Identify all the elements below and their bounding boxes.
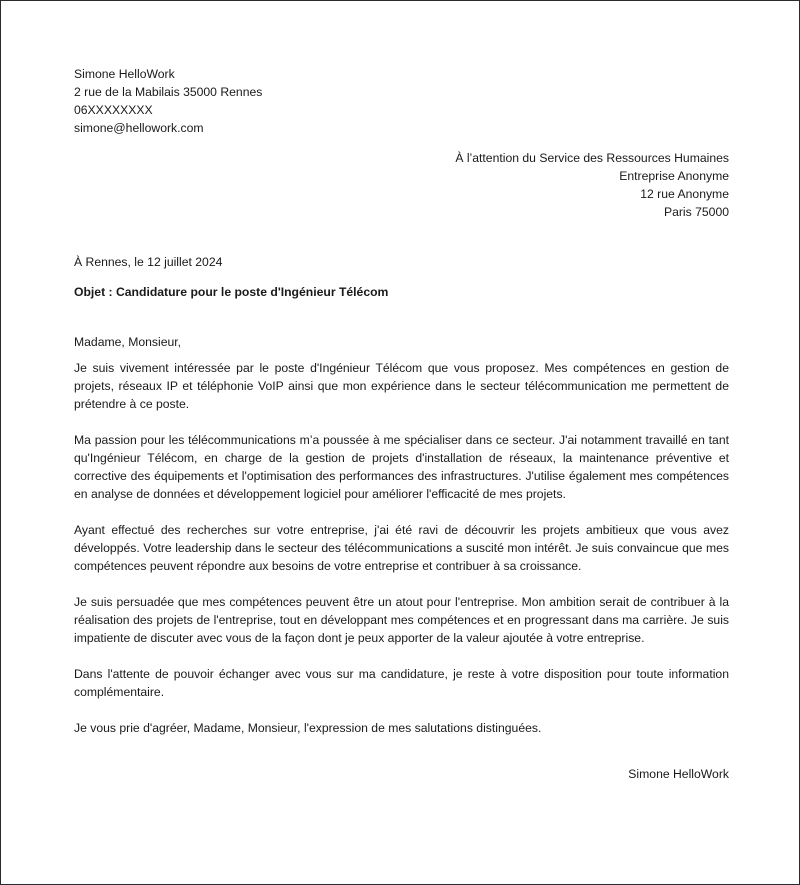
recipient-block [74, 149, 729, 221]
place-date: À Rennes, le 12 juillet 2024 [74, 255, 223, 269]
letter-subject: Objet : Candidature pour le poste d'Ingénieur Télécom [74, 285, 389, 299]
sender-phone: 06XXXXXXXX [74, 103, 153, 117]
salutation: Madame, Monsieur, [74, 335, 182, 349]
recipient-company: Entreprise Anonyme [619, 169, 729, 183]
body-paragraph: Ma passion pour les télécommunications m’a poussée à me spécialiser dans ce secteur. J'ai notamment travaillé en tant qu'Ingénieur Télécom, en charge de la gestion de projets d'installation de réseaux, la maintenance préventive et corrective des équipements et l'optimisation des performances des infrastructures. J'utilise également mes compétences en analyse de données et développement logiciel pour améliorer l'efficacité de mes projets. [74, 433, 729, 501]
letter-content [74, 65, 729, 783]
signature: Simone HelloWork [628, 767, 729, 781]
sender-block [74, 65, 729, 137]
body-paragraph: Ayant effectué des recherches sur votre entreprise, j'ai été ravi de découvrir les projets ambitieux que vous avez développés. Votre leadership dans le secteur des télécommunications a suscité mon intérêt. Je suis convaincue que mes compétences peuvent répondre aux besoins de votre entreprise et contribuer à sa croissance. [74, 523, 729, 573]
sender-name: Simone HelloWork [74, 67, 175, 81]
closing-formula: Je vous prie d'agréer, Madame, Monsieur, l'expression de mes salutations distinguées. [74, 721, 542, 735]
recipient-city: Paris 75000 [663, 205, 729, 219]
body-paragraph: Je suis vivement intéressée par le poste d'Ingénieur Télécom que vous proposez. Mes compétences en gestion de projets, réseaux IP et téléphonie VoIP ainsi que mon expérience dans le secteur télécommunication me permettent de prétendre à ce poste. [74, 361, 729, 411]
body-paragraph: Dans l'attente de pouvoir échanger avec vous sur ma candidature, je reste à votre disposition pour toute information complémentaire. [74, 667, 729, 699]
body-paragraph: Je suis persuadée que mes compétences peuvent être un atout pour l'entreprise. Mon ambition serait de contribuer à la réalisation des projets de l'entreprise, tout en développant mes compétences et en progressant dans ma carrière. Je suis impatiente de discuter avec vous de la façon dont je peux apporter de la valeur ajoutée à votre entreprise. [74, 595, 729, 645]
sender-email: simone@hellowork.com [74, 121, 204, 135]
recipient-attention: À l’attention du Service des Ressources Humaines [455, 151, 729, 165]
sender-address: 2 rue de la Mabilais 35000 Rennes [74, 85, 263, 99]
recipient-street: 12 rue Anonyme [640, 187, 729, 201]
